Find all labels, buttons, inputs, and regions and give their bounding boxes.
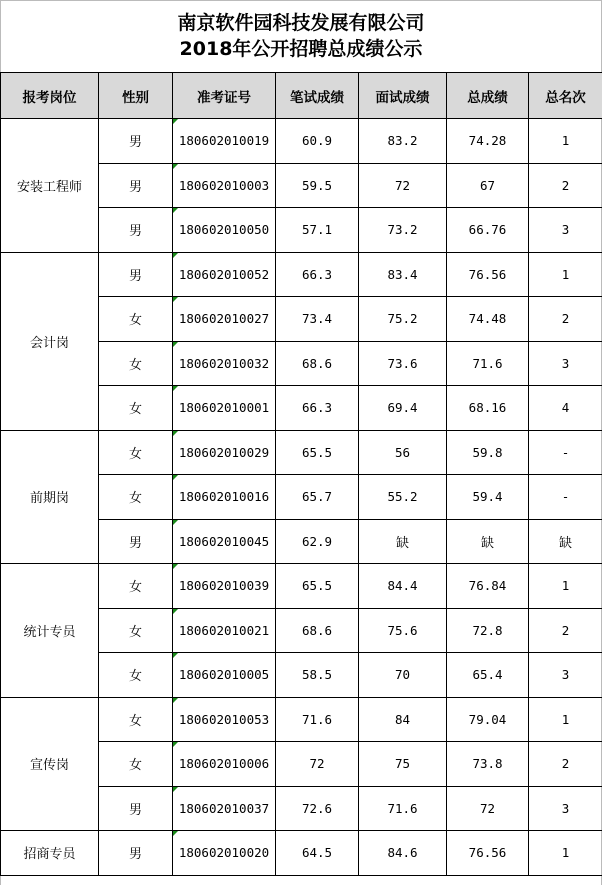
written-score-cell: 66.3 [276,386,359,431]
rank-cell: 1 [529,831,602,876]
table-body [1,119,602,876]
header-total-score: 总成绩 [447,73,529,119]
rank-cell: - [529,430,602,475]
position-cell: 招商专员 [1,831,99,876]
written-score-cell: 65.5 [276,564,359,609]
header-exam-id: 准考证号 [173,73,276,119]
exam-id-cell [173,386,276,431]
exam-id-text: 180602010019 [178,133,270,149]
exam-id-cell [173,697,276,742]
gender-cell: 男 [99,831,173,876]
title-line-2: 2018年公开招聘总成绩公示 [179,38,423,60]
gender-cell: 男 [99,163,173,208]
cell-note-marker-icon [173,208,178,213]
interview-score-cell: 75.6 [359,608,447,653]
header-row [1,73,602,119]
interview-score-cell: 缺 [359,519,447,564]
interview-score-cell: 71.6 [359,786,447,831]
exam-id-text: 180602010027 [178,311,270,327]
exam-id-cell [173,163,276,208]
written-score-cell: 62.9 [276,519,359,564]
total-score-cell: 68.16 [447,386,529,431]
cell-note-marker-icon [173,653,178,658]
rank-cell: 1 [529,697,602,742]
cell-note-marker-icon [173,787,178,792]
interview-score-cell: 72 [359,163,447,208]
interview-score-cell: 69.4 [359,386,447,431]
rank-cell: 3 [529,341,602,386]
written-score-cell: 64.5 [276,831,359,876]
cell-note-marker-icon [173,564,178,569]
rank-cell: 2 [529,608,602,653]
exam-id-text: 180602010001 [178,400,270,416]
table-row [1,430,602,475]
rank-cell: 2 [529,297,602,342]
cell-note-marker-icon [173,297,178,302]
written-score-cell: 73.4 [276,297,359,342]
exam-id-cell [173,786,276,831]
exam-id-text: 180602010039 [178,578,270,594]
total-score-cell: 76.56 [447,831,529,876]
table-row [1,697,602,742]
total-score-cell: 缺 [447,519,529,564]
rank-cell: - [529,475,602,520]
total-score-cell: 74.28 [447,119,529,164]
table-row [1,564,602,609]
rank-cell: 缺 [529,519,602,564]
exam-id-text: 180602010020 [178,845,270,861]
exam-id-cell [173,519,276,564]
gender-cell: 女 [99,697,173,742]
exam-id-text: 180602010050 [178,222,270,238]
cell-note-marker-icon [173,609,178,614]
total-score-cell: 59.4 [447,475,529,520]
written-score-cell: 65.5 [276,430,359,475]
position-cell: 统计专员 [1,564,99,698]
exam-id-cell [173,119,276,164]
gender-cell: 女 [99,297,173,342]
position-cell: 宣传岗 [1,697,99,831]
total-score-cell: 76.84 [447,564,529,609]
rank-cell: 3 [529,653,602,698]
cell-note-marker-icon [173,386,178,391]
total-score-cell: 73.8 [447,742,529,787]
rank-cell: 3 [529,208,602,253]
written-score-cell: 60.9 [276,119,359,164]
exam-id-text: 180602010005 [178,667,270,683]
exam-id-text: 180602010021 [178,622,270,638]
interview-score-cell: 55.2 [359,475,447,520]
written-score-cell: 71.6 [276,697,359,742]
rank-cell: 1 [529,564,602,609]
gender-cell: 女 [99,742,173,787]
cell-note-marker-icon [173,431,178,436]
exam-id-cell [173,475,276,520]
exam-id-text: 180602010045 [178,533,270,549]
results-table [0,72,602,876]
cell-note-marker-icon [173,742,178,747]
written-score-cell: 72.6 [276,786,359,831]
exam-id-text: 180602010052 [178,266,270,282]
rank-cell: 2 [529,163,602,208]
interview-score-cell: 73.2 [359,208,447,253]
written-score-cell: 72 [276,742,359,787]
total-score-cell: 72.8 [447,608,529,653]
header-rank: 总名次 [529,73,602,119]
total-score-cell: 67 [447,163,529,208]
rank-cell: 4 [529,386,602,431]
gender-cell: 女 [99,386,173,431]
cell-note-marker-icon [173,164,178,169]
position-cell: 前期岗 [1,430,99,564]
interview-score-cell: 75.2 [359,297,447,342]
cell-note-marker-icon [173,119,178,124]
gender-cell: 女 [99,475,173,520]
total-score-cell: 76.56 [447,252,529,297]
exam-id-text: 180602010006 [178,756,270,772]
gender-cell: 女 [99,341,173,386]
cell-note-marker-icon [173,253,178,258]
header-interview-score: 面试成绩 [359,73,447,119]
exam-id-cell [173,341,276,386]
gender-cell: 女 [99,653,173,698]
exam-id-cell [173,564,276,609]
cell-note-marker-icon [173,831,178,836]
interview-score-cell: 84 [359,697,447,742]
exam-id-cell [173,742,276,787]
exam-id-cell [173,653,276,698]
interview-score-cell: 73.6 [359,341,447,386]
interview-score-cell: 84.6 [359,831,447,876]
cell-note-marker-icon [173,520,178,525]
total-score-cell: 79.04 [447,697,529,742]
written-score-cell: 68.6 [276,608,359,653]
cell-note-marker-icon [173,475,178,480]
document-title [1,1,601,72]
exam-id-text: 180602010037 [178,800,270,816]
exam-id-cell [173,208,276,253]
gender-cell: 女 [99,430,173,475]
header-written-score: 笔试成绩 [276,73,359,119]
written-score-cell: 57.1 [276,208,359,253]
rank-cell: 3 [529,786,602,831]
header-gender: 性别 [99,73,173,119]
total-score-cell: 74.48 [447,297,529,342]
rank-cell: 2 [529,742,602,787]
written-score-cell: 58.5 [276,653,359,698]
total-score-cell: 65.4 [447,653,529,698]
table-row [1,119,602,164]
interview-score-cell: 84.4 [359,564,447,609]
exam-id-text: 180602010016 [178,489,270,505]
total-score-cell: 72 [447,786,529,831]
rank-cell: 1 [529,119,602,164]
exam-id-text: 180602010003 [178,177,270,193]
position-cell: 会计岗 [1,252,99,430]
exam-id-text: 180602010029 [178,444,270,460]
rank-cell: 1 [529,252,602,297]
interview-score-cell: 83.4 [359,252,447,297]
exam-id-cell [173,252,276,297]
gender-cell: 女 [99,608,173,653]
exam-id-cell [173,831,276,876]
exam-id-text: 180602010032 [178,355,270,371]
gender-cell: 女 [99,564,173,609]
gender-cell: 男 [99,208,173,253]
gender-cell: 男 [99,119,173,164]
gender-cell: 男 [99,252,173,297]
table-row [1,831,602,876]
written-score-cell: 65.7 [276,475,359,520]
interview-score-cell: 75 [359,742,447,787]
written-score-cell: 59.5 [276,163,359,208]
header-position: 报考岗位 [1,73,99,119]
total-score-cell: 71.6 [447,341,529,386]
title-line-1: 南京软件园科技发展有限公司 [177,12,425,34]
position-cell: 安装工程师 [1,119,99,253]
gender-cell: 男 [99,519,173,564]
exam-id-cell [173,608,276,653]
gender-cell: 男 [99,786,173,831]
written-score-cell: 68.6 [276,341,359,386]
interview-score-cell: 83.2 [359,119,447,164]
interview-score-cell: 70 [359,653,447,698]
exam-id-cell [173,297,276,342]
table-row [1,252,602,297]
written-score-cell: 66.3 [276,252,359,297]
interview-score-cell: 56 [359,430,447,475]
exam-id-cell [173,430,276,475]
total-score-cell: 59.8 [447,430,529,475]
total-score-cell: 66.76 [447,208,529,253]
cell-note-marker-icon [173,342,178,347]
exam-id-text: 180602010053 [178,711,270,727]
cell-note-marker-icon [173,698,178,703]
